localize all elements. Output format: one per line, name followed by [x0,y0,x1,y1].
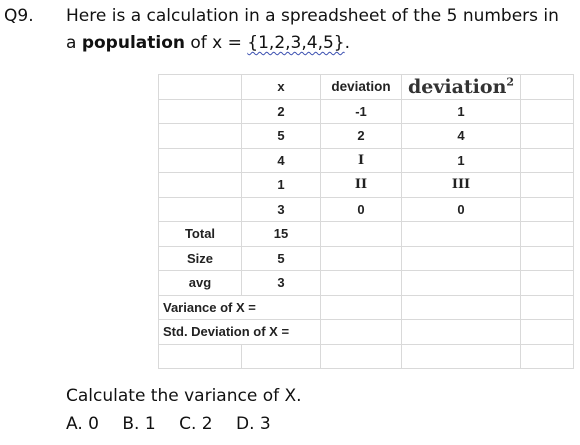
cell [521,246,574,271]
header-x: x [242,75,321,100]
cell-dev2-blank-iii: III [402,173,521,198]
cell [242,344,321,369]
cell-dev: 2 [321,124,402,149]
total-row [159,222,574,247]
cell-dev2: 1 [402,99,521,124]
cell [321,222,402,247]
table-row [159,148,574,173]
cell [402,344,521,369]
variance-label: Variance of X = [159,295,321,320]
cell [159,75,242,100]
cell [521,344,574,369]
cell [159,173,242,198]
question-text-line1: Here is a calculation in a spreadsheet of the 5 numbers in [66,6,559,26]
header-row [159,75,574,100]
cell [321,295,402,320]
table-row [159,173,574,198]
cell-x: 1 [242,173,321,198]
cell-dev2: 4 [402,124,521,149]
cell-dev-blank-i: I [321,148,402,173]
choice-c[interactable]: C. 2 [179,414,213,434]
cell [402,246,521,271]
cell [159,99,242,124]
cell-x: 5 [242,124,321,149]
cell [402,271,521,296]
cell [521,99,574,124]
cell [159,124,242,149]
question-text-line2 [66,33,350,53]
std-deviation-label: Std. Deviation of X = [159,320,321,345]
std-row [159,320,574,345]
line2-mid: of x = [184,33,248,53]
size-label: Size [159,246,242,271]
answer-choices [66,414,289,434]
table-row [159,197,574,222]
total-label: Total [159,222,242,247]
cell-x: 2 [242,99,321,124]
question-number: Q9. [4,6,34,26]
cell [159,197,242,222]
population-word: population [81,33,185,53]
cell-x: 3 [242,197,321,222]
cell [521,271,574,296]
number-set: {1,2,3,4,5} [247,33,345,53]
avg-row [159,271,574,296]
cell [321,246,402,271]
choice-d[interactable]: D. 3 [235,414,271,434]
spreadsheet-table [158,74,574,369]
cell [521,295,574,320]
cell [521,197,574,222]
cell [159,344,242,369]
header-deviation-text: deviation [331,79,391,95]
cell [321,271,402,296]
cell [521,124,574,149]
cell [521,75,574,100]
question-prompt: Calculate the variance of X. [66,386,302,406]
cell [402,320,521,345]
line2-prefix: a [66,33,82,53]
cell [159,148,242,173]
cell [321,344,402,369]
cell [521,148,574,173]
avg-value: 3 [242,271,321,296]
cell [521,320,574,345]
cell [321,320,402,345]
choice-a[interactable]: A. 0 [66,414,99,434]
table-row [159,124,574,149]
cell-dev-blank-ii: II [321,173,402,198]
header-deviation-sq-text: deviation$^2$ [407,75,515,98]
header-deviation [321,75,402,100]
choice-b[interactable]: B. 1 [122,414,156,434]
cell-dev2: 1 [402,148,521,173]
cell [521,222,574,247]
cell [402,295,521,320]
size-row [159,246,574,271]
cell-dev: -1 [321,99,402,124]
cell-x: 4 [242,148,321,173]
empty-row [159,344,574,369]
total-value: 15 [242,222,321,247]
cell [521,173,574,198]
line2-end: . [344,33,351,53]
header-deviation-squared [402,75,521,100]
table-row [159,99,574,124]
variance-row [159,295,574,320]
avg-label: avg [159,271,242,296]
cell-dev2: 0 [402,197,521,222]
size-value: 5 [242,246,321,271]
cell-dev: 0 [321,197,402,222]
cell [402,222,521,247]
